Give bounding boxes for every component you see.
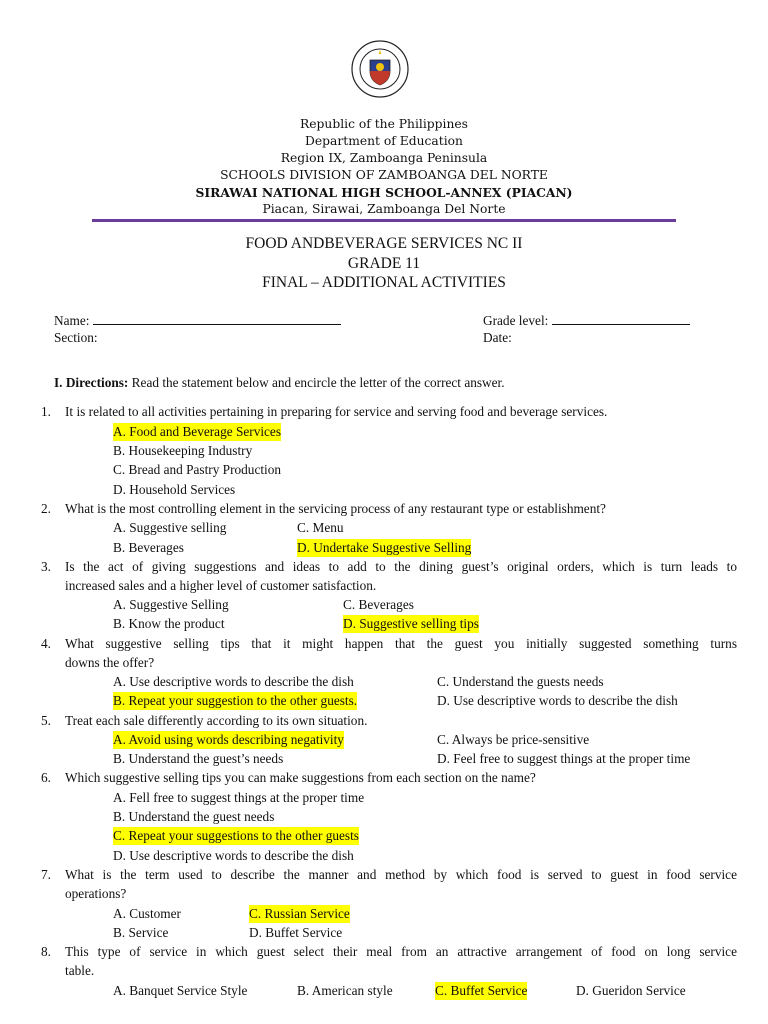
option[interactable]: D. Use descriptive words to describe the dish: [437, 693, 678, 708]
question-text: This type of service in which guest select their meal from an attractive arrangement of food on long service: [65, 944, 737, 959]
question-number: 3.: [41, 559, 51, 574]
option[interactable]: C. Menu: [297, 520, 344, 535]
question-number: 7.: [41, 867, 51, 882]
header-division: SCHOOLS DIVISION OF ZAMBOANGA DEL NORTE: [220, 168, 548, 182]
header-region: Region IX, Zamboanga Peninsula: [280, 151, 488, 165]
section-label: Section:: [54, 330, 98, 345]
option[interactable]: B. Beverages: [113, 540, 184, 555]
title-subject: FOOD ANDBEVERAGE SERVICES NC II: [245, 235, 523, 252]
option[interactable]: A. Customer: [113, 906, 181, 921]
option[interactable]: A. Food and Beverage Services: [113, 424, 282, 439]
option[interactable]: D. Use descriptive words to describe the dish: [113, 848, 354, 863]
question-text: What suggestive selling tips that it might happen that the guest you initially suggested something turns: [65, 636, 737, 651]
option[interactable]: A. Banquet Service Style: [113, 983, 248, 998]
option[interactable]: D. Buffet Service: [249, 925, 343, 940]
option[interactable]: A. Avoid using words describing negativity: [113, 732, 344, 747]
option[interactable]: B. American style: [297, 983, 393, 998]
option[interactable]: D. Suggestive selling tips: [343, 616, 479, 631]
option[interactable]: C. Bread and Pastry Production: [113, 462, 282, 477]
question-text: Is the act of giving suggestions and ideas to add to the dining guest’s original orders, which is turn leads to: [65, 559, 737, 574]
option[interactable]: C. Always be price-sensitive: [437, 732, 590, 747]
option[interactable]: A. Use descriptive words to describe the dish: [113, 674, 354, 689]
header-school: SIRAWAI NATIONAL HIGH SCHOOL-ANNEX (PIACAN): [195, 185, 573, 200]
option[interactable]: A. Suggestive selling: [113, 520, 227, 535]
option[interactable]: D. Feel free to suggest things at the proper time: [437, 751, 691, 766]
option[interactable]: C. Understand the guests needs: [437, 674, 604, 689]
title-activity: FINAL – ADDITIONAL ACTIVITIES: [262, 274, 506, 291]
option[interactable]: D. Undertake Suggestive Selling: [297, 540, 472, 555]
date-label: Date:: [483, 330, 512, 345]
question-number: 4.: [41, 636, 51, 651]
header-address: Piacan, Sirawai, Zamboanga Del Norte: [262, 202, 506, 216]
header-republic: Republic of the Philippines: [300, 117, 468, 131]
grade-level-blank[interactable]: [552, 312, 690, 325]
option[interactable]: B. Housekeeping Industry: [113, 443, 253, 458]
question-text: It is related to all activities pertaining in preparing for service and serving food and beverage services.: [65, 404, 608, 419]
grade-level-label: Grade level:: [483, 313, 549, 328]
option[interactable]: C. Buffet Service: [435, 983, 528, 998]
option[interactable]: C. Repeat your suggestions to the other guests: [113, 828, 359, 843]
question-text: Which suggestive selling tips you can make suggestions from each section on the name?: [65, 770, 536, 785]
option[interactable]: B. Understand the guest’s needs: [113, 751, 284, 766]
option[interactable]: C. Beverages: [343, 597, 414, 612]
option[interactable]: D. Gueridon Service: [576, 983, 686, 998]
question-text-continued: operations?: [65, 886, 127, 901]
directions: [54, 374, 505, 392]
name-blank[interactable]: [93, 312, 341, 325]
question-number: 5.: [41, 713, 51, 728]
directions-label: I. Directions:: [54, 375, 129, 390]
question-number: 8.: [41, 944, 51, 959]
option[interactable]: B. Repeat your suggestion to the other guests.: [113, 693, 358, 708]
question-text-continued: table.: [65, 963, 95, 978]
question-number: 6.: [41, 770, 51, 785]
directions-text: Read the statement below and encircle the letter of the correct answer.: [128, 375, 505, 390]
header-department: Department of Education: [305, 134, 463, 148]
grade-level-field[interactable]: [483, 312, 690, 330]
question-text-continued: downs the offer?: [65, 655, 155, 670]
option[interactable]: A. Fell free to suggest things at the proper time: [113, 790, 365, 805]
name-label: Name:: [54, 313, 90, 328]
deped-seal-icon: [351, 40, 409, 98]
option[interactable]: B. Understand the guest needs: [113, 809, 275, 824]
question-text-continued: increased sales and a higher level of customer satisfaction.: [65, 578, 377, 593]
name-field[interactable]: [54, 312, 341, 330]
question-number: 1.: [41, 404, 51, 419]
option[interactable]: A. Suggestive Selling: [113, 597, 229, 612]
option[interactable]: B. Know the product: [113, 616, 225, 631]
question-text: What is the most controlling element in the servicing process of any restaurant type or establishment?: [65, 501, 606, 516]
question-number: 2.: [41, 501, 51, 516]
option[interactable]: C. Russian Service: [249, 906, 350, 921]
question-text: Treat each sale differently according to its own situation.: [65, 713, 368, 728]
option[interactable]: B. Service: [113, 925, 169, 940]
title-grade: GRADE 11: [347, 255, 421, 272]
option[interactable]: D. Household Services: [113, 482, 236, 497]
question-text: What is the term used to describe the manner and method by which food is served to guest in food service: [65, 867, 737, 882]
header-divider: [92, 219, 676, 222]
